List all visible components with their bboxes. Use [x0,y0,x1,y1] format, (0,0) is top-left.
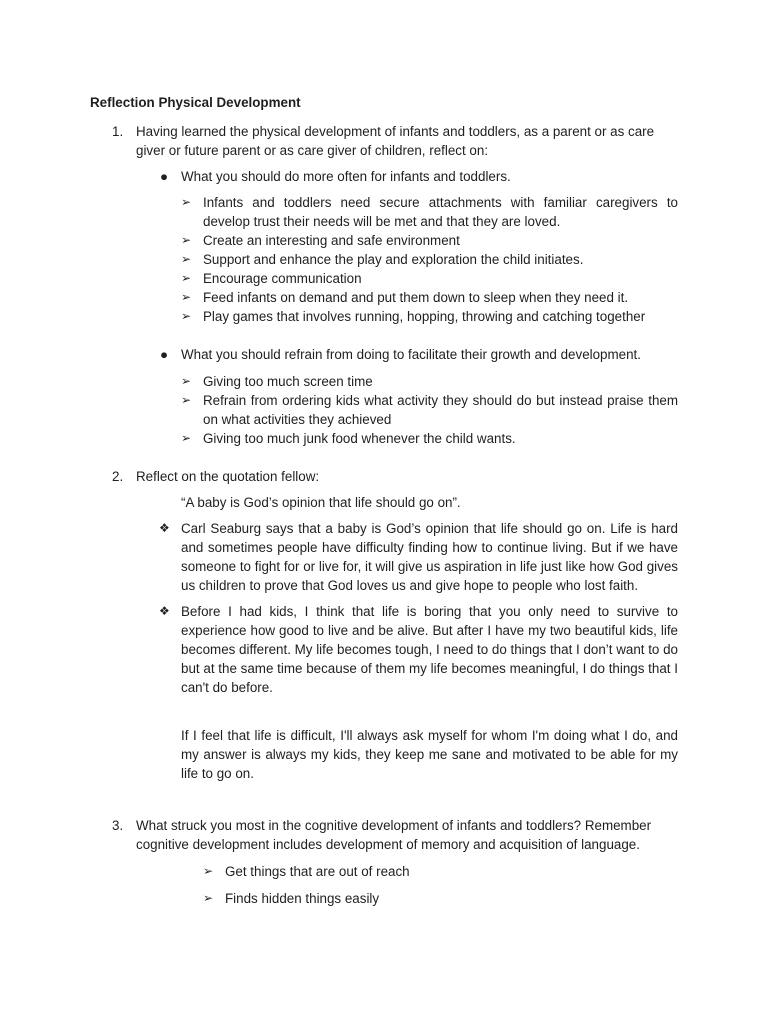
diamond-list [159,519,678,704]
arrow-icon: ➢ [203,891,214,905]
question-3 [112,816,678,854]
arrow-list [181,372,678,448]
arrow-icon: ➢ [181,195,192,209]
list-item: ❖ Before I had kids, I think that life is boring that you only need to survive to experience how good to live and be alive. But after I have my two beautiful kids, life becomes different. My life becomes tough, I need to do things that I don’t want to do but at the same time because of them my life becomes meaningful, I do things that I can't do before. [159,604,678,695]
list-item: ➢ Giving too much junk food whenever the child wants. [181,431,516,446]
bullet-icon: ● [160,169,169,184]
bullet-item [160,167,680,186]
arrow-icon: ➢ [181,431,192,445]
arrow-icon: ➢ [181,252,192,266]
list-item: ➢ Support and enhance the play and exploration the child initiates. [181,252,584,267]
list-item: ➢ Refrain from ordering kids what activity they should do but instead praise them on what activities they achieved [181,393,678,427]
arrow-icon: ➢ [181,393,192,407]
question-text: Having learned the physical development of infants and toddlers, as a parent or as care giver or future parent or as care giver of children, reflect on: [136,124,655,158]
list-item: ➢ Giving too much screen time [181,374,373,389]
arrow-list [203,862,603,916]
bullet-text: What you should do more often for infants and toddlers. [181,169,511,184]
question-text: What struck you most in the cognitive development of infants and toddlers? Remember cognitive development includes development of memory and acquisition of language. [136,818,652,852]
document-title: Reflection Physical Development [90,95,301,110]
list-item: ➢ Play games that involves running, hopping, throwing and catching together [181,309,646,324]
question-2 [112,467,678,486]
list-item: ➢ Create an interesting and safe environment [181,233,460,248]
arrow-icon: ➢ [181,271,192,285]
question-number: 1. [112,124,124,139]
arrow-icon: ➢ [181,233,192,247]
list-item: ❖ Carl Seaburg says that a baby is God’s opinion that life should go on. Life is hard and sometimes people have difficulty finding how to continue living. But if we have someone to fight for or live for, it will give us aspiration in life just like how God gives us children to prove that God loves us and give hope to people who lost faith. [159,521,678,593]
question-1 [112,122,678,160]
arrow-icon: ➢ [181,309,192,323]
list-item: ➢ Get things that are out of reach [203,864,410,879]
question-number: 2. [112,469,124,484]
list-item: ➢ Infants and toddlers need secure attachments with familiar caregivers to develop trust their needs will be met and that they are loved. [181,195,678,229]
arrow-list [181,193,678,326]
bullet-item [160,345,680,364]
list-item: ➢ Encourage communication [181,271,362,286]
list-item: ➢ Feed infants on demand and put them down to sleep when they need it. [181,290,629,305]
arrow-icon: ➢ [181,290,192,304]
list-item: ➢ Finds hidden things easily [203,891,380,906]
question-text: Reflect on the quotation fellow: [136,469,320,484]
diamond-bullet-icon: ❖ [159,521,170,535]
arrow-icon: ➢ [203,864,214,878]
quotation: “A baby is God’s opinion that life should go on”. [181,495,461,510]
arrow-icon: ➢ [181,374,192,388]
bullet-text: What you should refrain from doing to facilitate their growth and development. [181,347,641,362]
bullet-icon: ● [160,347,169,362]
paragraph: If I feel that life is difficult, I'll always ask myself for whom I'm doing what I do, and my answer is always my kids, they keep me sane and motivated to be able for my life to go on. [181,728,678,781]
diamond-bullet-icon: ❖ [159,604,170,618]
question-number: 3. [112,818,124,833]
